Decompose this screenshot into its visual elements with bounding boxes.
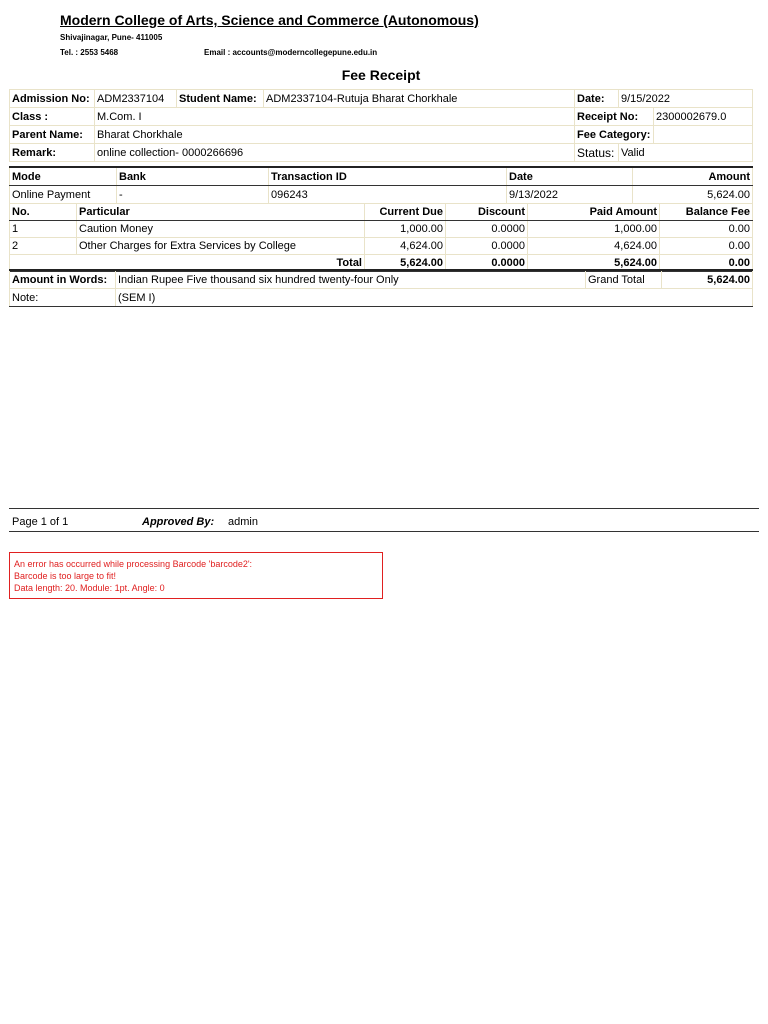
- total-current-due: 5,624.00: [365, 255, 446, 272]
- item-balance: 0.00: [660, 238, 753, 255]
- grand-total-label: Grand Total: [586, 270, 662, 289]
- payment-txn-header: Transaction ID: [269, 167, 507, 186]
- receipt-title: Fee Receipt: [341, 67, 421, 83]
- payment-mode-header: Mode: [10, 167, 117, 186]
- item-discount: 0.0000: [446, 221, 528, 238]
- error-line: Data length: 20. Module: 1pt. Angle: 0: [14, 583, 165, 593]
- item-particular: Caution Money: [77, 221, 365, 238]
- col-balance-header: Balance Fee: [660, 204, 753, 221]
- note-label: Note:: [10, 289, 116, 307]
- footer-bottom-divider: [9, 531, 759, 532]
- parent-name-value: Bharat Chorkhale: [95, 126, 575, 144]
- item-no: 2: [10, 238, 77, 255]
- item-current-due: 1,000.00: [365, 221, 446, 238]
- remark-value: online collection- 0000266696: [95, 144, 575, 162]
- college-email: Email : accounts@moderncollegepune.edu.in: [204, 48, 378, 57]
- col-no-header: No.: [10, 204, 77, 221]
- status-label: Status:: [575, 144, 619, 162]
- col-discount-header: Discount: [446, 204, 528, 221]
- note-value: (SEM I): [116, 289, 753, 307]
- item-paid: 4,624.00: [528, 238, 660, 255]
- page-number: Page 1 of 1: [12, 516, 69, 528]
- item-balance: 0.00: [660, 221, 753, 238]
- footer-top-divider: [9, 508, 759, 509]
- payment-bank: -: [117, 186, 269, 204]
- parent-name-label: Parent Name:: [10, 126, 95, 144]
- status-value: Valid: [619, 144, 753, 162]
- total-balance: 0.00: [660, 255, 753, 272]
- remark-label: Remark:: [10, 144, 95, 162]
- item-no: 1: [10, 221, 77, 238]
- college-tel: Tel. : 2553 5468: [60, 48, 119, 57]
- class-value: M.Com. I: [95, 108, 575, 126]
- payment-table: [9, 166, 753, 204]
- amount-words-value: Indian Rupee Five thousand six hundred twenty-four Only: [116, 270, 586, 289]
- grand-total-value: 5,624.00: [662, 270, 753, 289]
- fee-category-label: Fee Category:: [575, 126, 654, 144]
- payment-date: 9/13/2022: [507, 186, 633, 204]
- college-name: Modern College of Arts, Science and Commerce (Autonomous): [60, 12, 479, 28]
- item-discount: 0.0000: [446, 238, 528, 255]
- amount-words-label: Amount in Words:: [10, 270, 116, 289]
- amount-words-table: [9, 269, 753, 307]
- item-current-due: 4,624.00: [365, 238, 446, 255]
- payment-date-header: Date: [507, 167, 633, 186]
- student-name-label: Student Name:: [177, 90, 264, 108]
- approved-by-value: admin: [228, 516, 258, 528]
- date-value: 9/15/2022: [619, 90, 753, 108]
- table-row: [10, 221, 753, 238]
- fee-category-value: [654, 126, 753, 144]
- approved-by-label: Approved By:: [142, 516, 215, 528]
- college-address: Shivajinagar, Pune- 411005: [60, 33, 163, 42]
- total-discount: 0.0000: [446, 255, 528, 272]
- receipt-no-value: 2300002679.0: [654, 108, 753, 126]
- col-particular-header: Particular: [77, 204, 365, 221]
- fee-items-table: [9, 203, 753, 272]
- payment-amount: 5,624.00: [633, 186, 753, 204]
- table-row: [10, 238, 753, 255]
- col-paid-header: Paid Amount: [528, 204, 660, 221]
- student-name-value: ADM2337104-Rutuja Bharat Chorkhale: [264, 90, 575, 108]
- admission-value: ADM2337104: [95, 90, 177, 108]
- class-label: Class :: [10, 108, 95, 126]
- payment-bank-header: Bank: [117, 167, 269, 186]
- item-particular: Other Charges for Extra Services by College: [77, 238, 365, 255]
- col-current-due-header: Current Due: [365, 204, 446, 221]
- total-label: Total: [10, 255, 365, 272]
- error-line: Barcode is too large to fit!: [14, 571, 117, 581]
- receipt-no-label: Receipt No:: [575, 108, 654, 126]
- student-info-table: [9, 89, 753, 162]
- admission-label: Admission No:: [10, 90, 95, 108]
- error-line: An error has occurred while processing Barcode 'barcode2':: [14, 559, 253, 569]
- payment-txn-id: 096243: [269, 186, 507, 204]
- total-paid: 5,624.00: [528, 255, 660, 272]
- payment-mode: Online Payment: [10, 186, 117, 204]
- item-paid: 1,000.00: [528, 221, 660, 238]
- barcode-error-box: [9, 552, 383, 599]
- date-label: Date:: [575, 90, 619, 108]
- payment-amount-header: Amount: [633, 167, 753, 186]
